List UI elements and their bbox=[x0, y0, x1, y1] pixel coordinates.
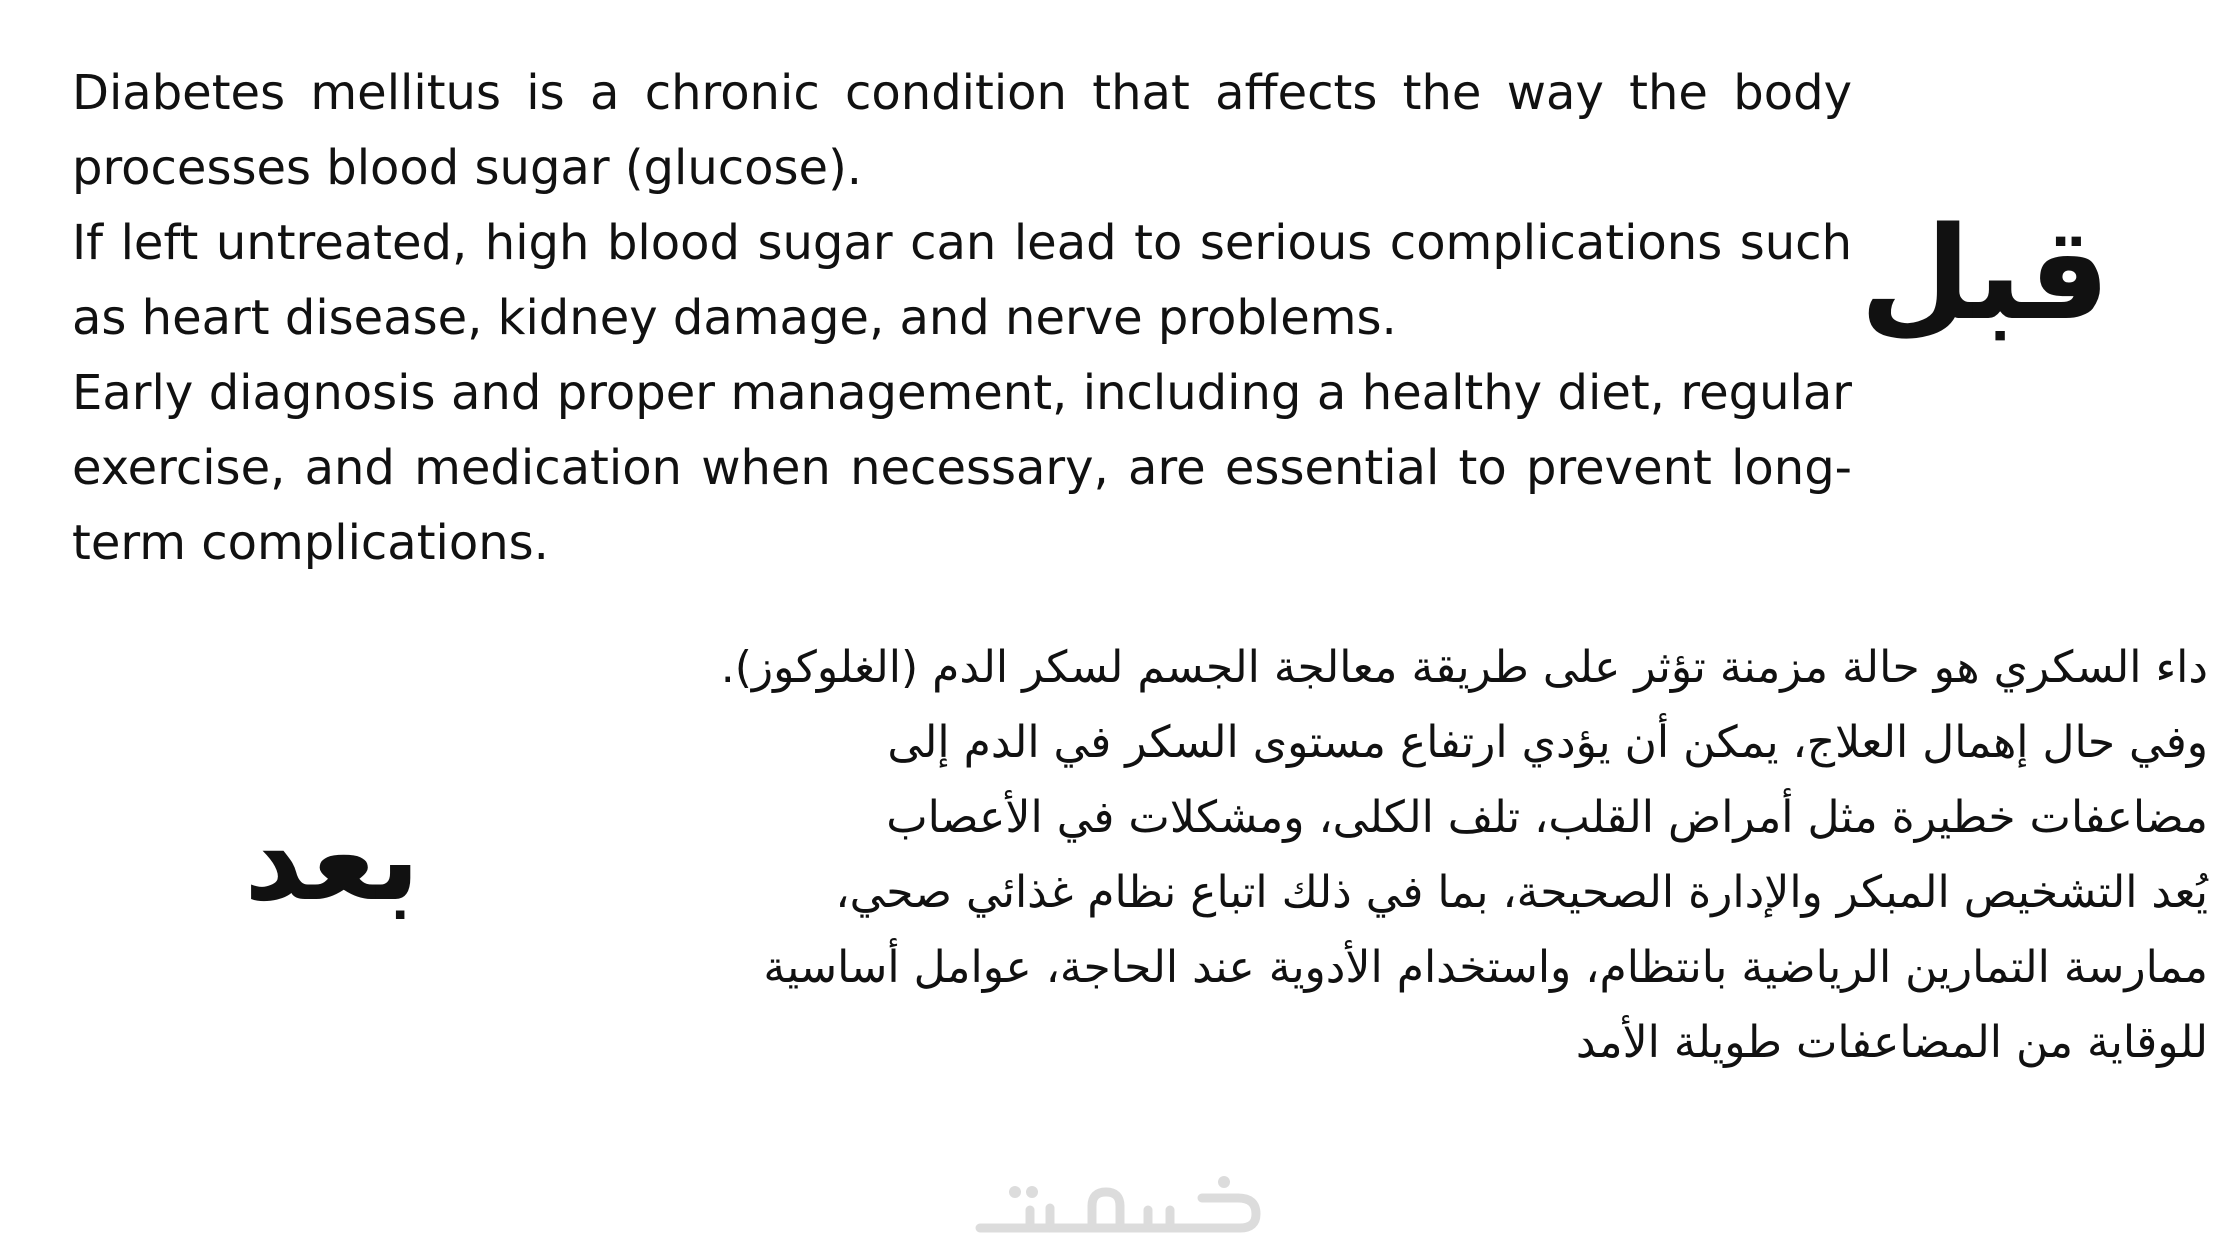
before-label: قبل bbox=[1859, 200, 2110, 349]
khamsat-logo-icon bbox=[970, 1170, 1270, 1240]
khamsat-logo-watermark bbox=[960, 1165, 1280, 1245]
arabic-line: وفي حال إهمال العلاج، يمكن أن يؤدي ارتفاع مستوى السكر في الدم إلى bbox=[887, 717, 2208, 768]
arabic-line: داء السكري هو حالة مزمنة تؤثر على طريقة معالجة الجسم لسكر الدم (الغلوكوز). bbox=[720, 642, 2208, 693]
arabic-line: مضاعفات خطيرة مثل أمراض القلب، تلف الكلى، ومشكلات في الأعصاب bbox=[886, 792, 2208, 843]
arabic-line: يُعد التشخيص المبكر والإدارة الصحيحة، بما في ذلك اتباع نظام غذائي صحي، bbox=[835, 867, 2208, 918]
english-paragraph: Early diagnosis and proper management, including a healthy diet, regular exercise, and medication when necessary, are essential to prevent long-term complications. bbox=[72, 365, 1852, 571]
arabic-line: للوقاية من المضاعفات طويلة الأمد bbox=[1575, 1017, 2208, 1068]
english-text-block bbox=[72, 56, 1852, 581]
english-paragraph: Diabetes mellitus is a chronic condition that affects the way the body processes blood sugar (glucose). bbox=[72, 65, 1852, 196]
english-paragraph: If left untreated, high blood sugar can lead to serious complications such as heart disease, kidney damage, and nerve problems. bbox=[72, 215, 1852, 346]
arabic-line: ممارسة التمارين الرياضية بانتظام، واستخدام الأدوية عند الحاجة، عوامل أساسية bbox=[763, 942, 2208, 993]
arabic-text-block bbox=[540, 630, 2208, 1080]
after-label: بعد bbox=[243, 792, 421, 927]
